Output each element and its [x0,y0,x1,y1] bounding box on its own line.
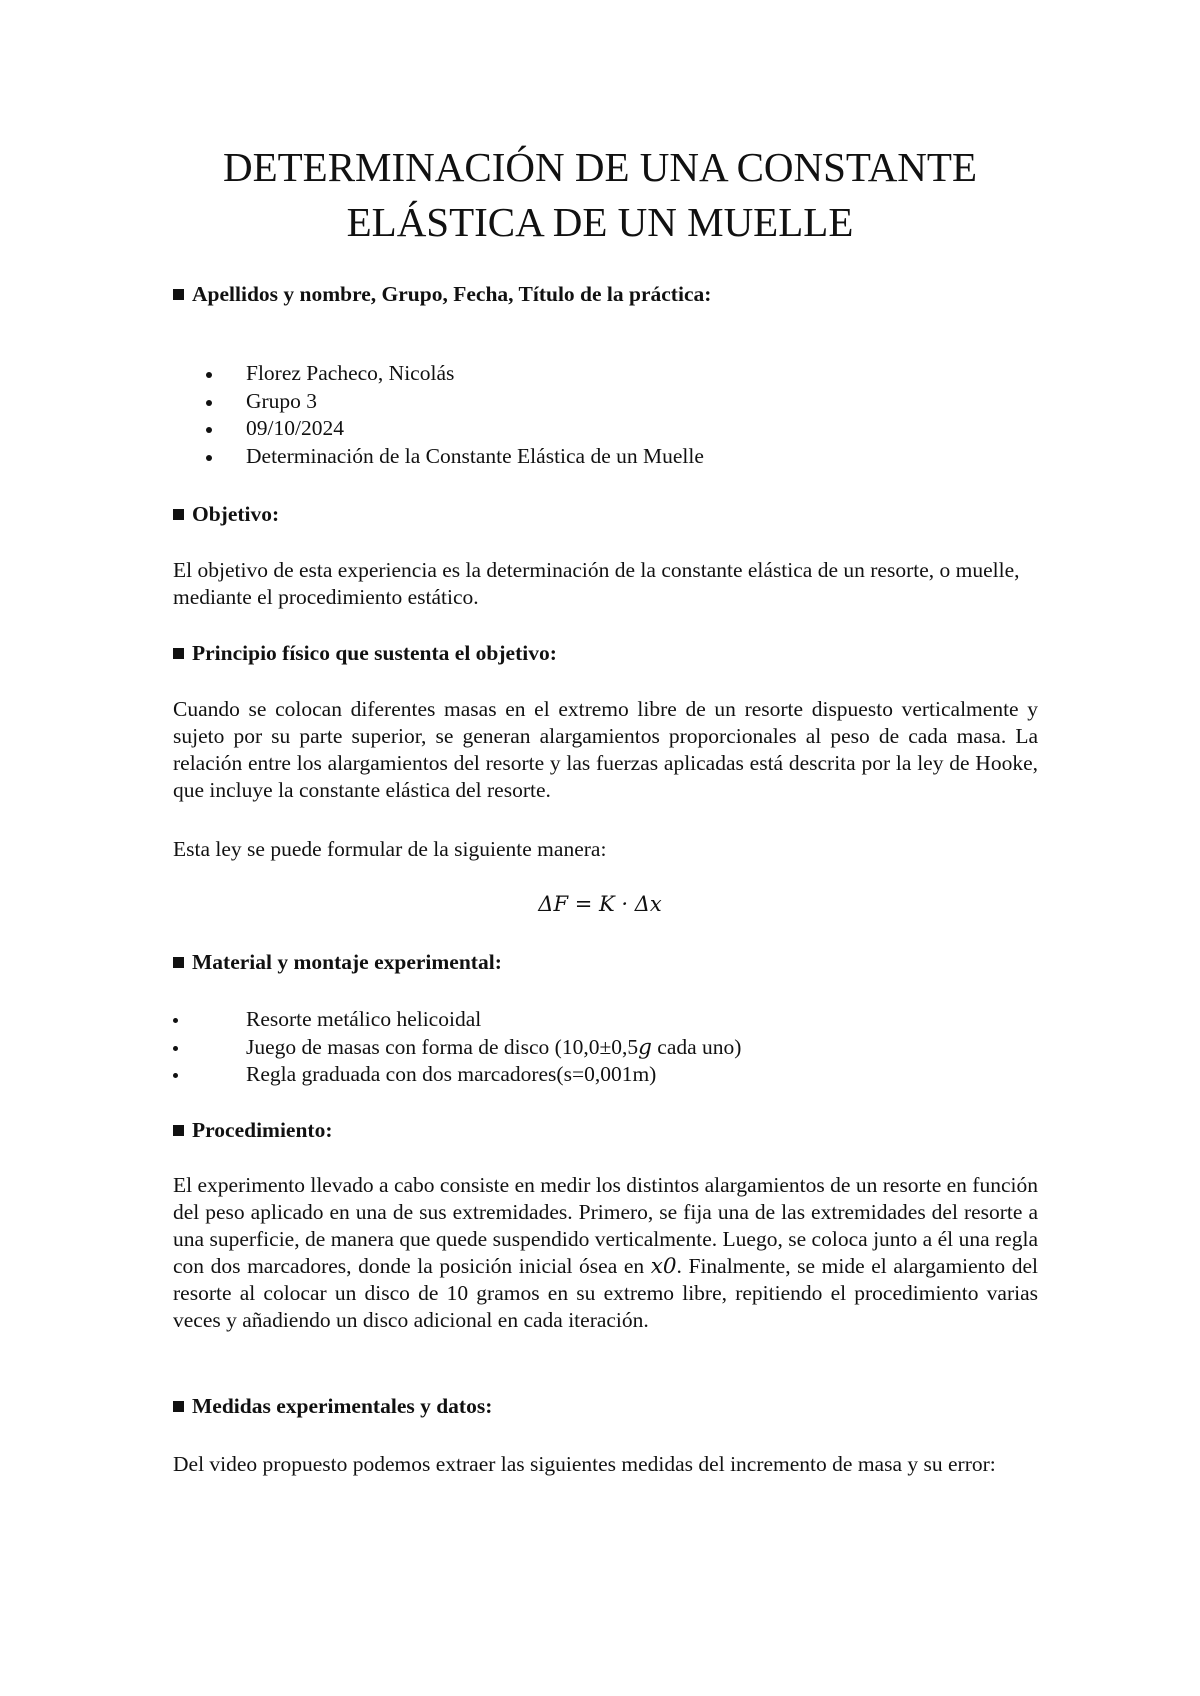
list-item: Determinación de la Constante Elástica de un Muelle [173,443,704,471]
bullet-icon [173,1018,178,1023]
square-bullet-icon [173,957,184,968]
section-heading-materials: Material y montaje experimental: [173,950,502,975]
square-bullet-icon [173,1401,184,1412]
principle-text: Cuando se colocan diferentes masas en el extremo libre de un resorte dispuesto verticalmente y sujeto por su parte superior, se generan alargamientos proporcionales al peso de cada masa. La relación entre los alargamientos del resorte y las fuerzas aplicadas está descrita por la ley de Hooke, que incluye la constante elástica del resorte. [173,697,1038,802]
list-item: Grupo 3 [173,388,704,416]
square-bullet-icon [173,648,184,659]
section-heading-procedure: Procedimiento: [173,1118,333,1143]
square-bullet-icon [173,509,184,520]
square-bullet-icon [173,289,184,300]
section-heading-objective: Objetivo: [173,502,279,527]
section-heading-principle: Principio físico que sustenta el objetivo: [173,641,557,666]
section-heading-header: Apellidos y nombre, Grupo, Fecha, Título de la práctica: [173,282,711,307]
title-line-1: DETERMINACIÓN DE UNA CONSTANTE [222,144,978,190]
objective-text: El objetivo de esta experiencia es la determinación de la constante elástica de un resorte, o muelle, mediante el procedimiento estático. [173,558,1020,609]
list-item: 09/10/2024 [173,415,704,443]
formula-intro: Esta ley se puede formular de la siguiente manera: [173,837,607,861]
document-title [120,140,1080,250]
bullet-icon [173,1073,178,1078]
bullet-icon [206,400,212,406]
header-info-list [173,360,704,470]
materials-list [173,1006,741,1089]
list-item: Florez Pacheco, Nicolás [173,360,704,388]
hooke-formula: ΔF = K · Δx [538,892,662,916]
list-item: Regla graduada con dos marcadores(s=0,001m) [173,1061,741,1089]
list-item: Resorte metálico helicoidal [173,1006,741,1034]
bullet-icon [173,1046,178,1051]
title-line-2: ELÁSTICA DE UN MUELLE [346,199,854,245]
section-heading-measurements: Medidas experimentales y datos: [173,1394,492,1419]
bullet-icon [206,372,212,378]
square-bullet-icon [173,1125,184,1136]
measurements-text: Del video propuesto podemos extraer las siguientes medidas del incremento de masa y su error: [173,1452,996,1476]
bullet-icon [206,455,212,461]
list-item: Juego de masas con forma de disco (10,0±0,5g cada uno) [173,1034,741,1062]
procedure-text: El experimento llevado a cabo consiste en medir los distintos alargamientos de un resorte en función del peso aplicado en una de sus extremidades. Primero, se fija una de las extremidades del resorte a una superficie, de manera que quede suspendido verticalmente. Luego, se coloca junto a él una regla con dos marcadores, donde la posición inicial ósea en x0. Finalmente, se mide el alargamiento del resorte al colocar un disco de 10 gramos en su extremo libre, repitiendo el procedimiento varias veces y añadiendo un disco adicional en cada iteración. [173,1173,1038,1332]
bullet-icon [206,427,212,433]
